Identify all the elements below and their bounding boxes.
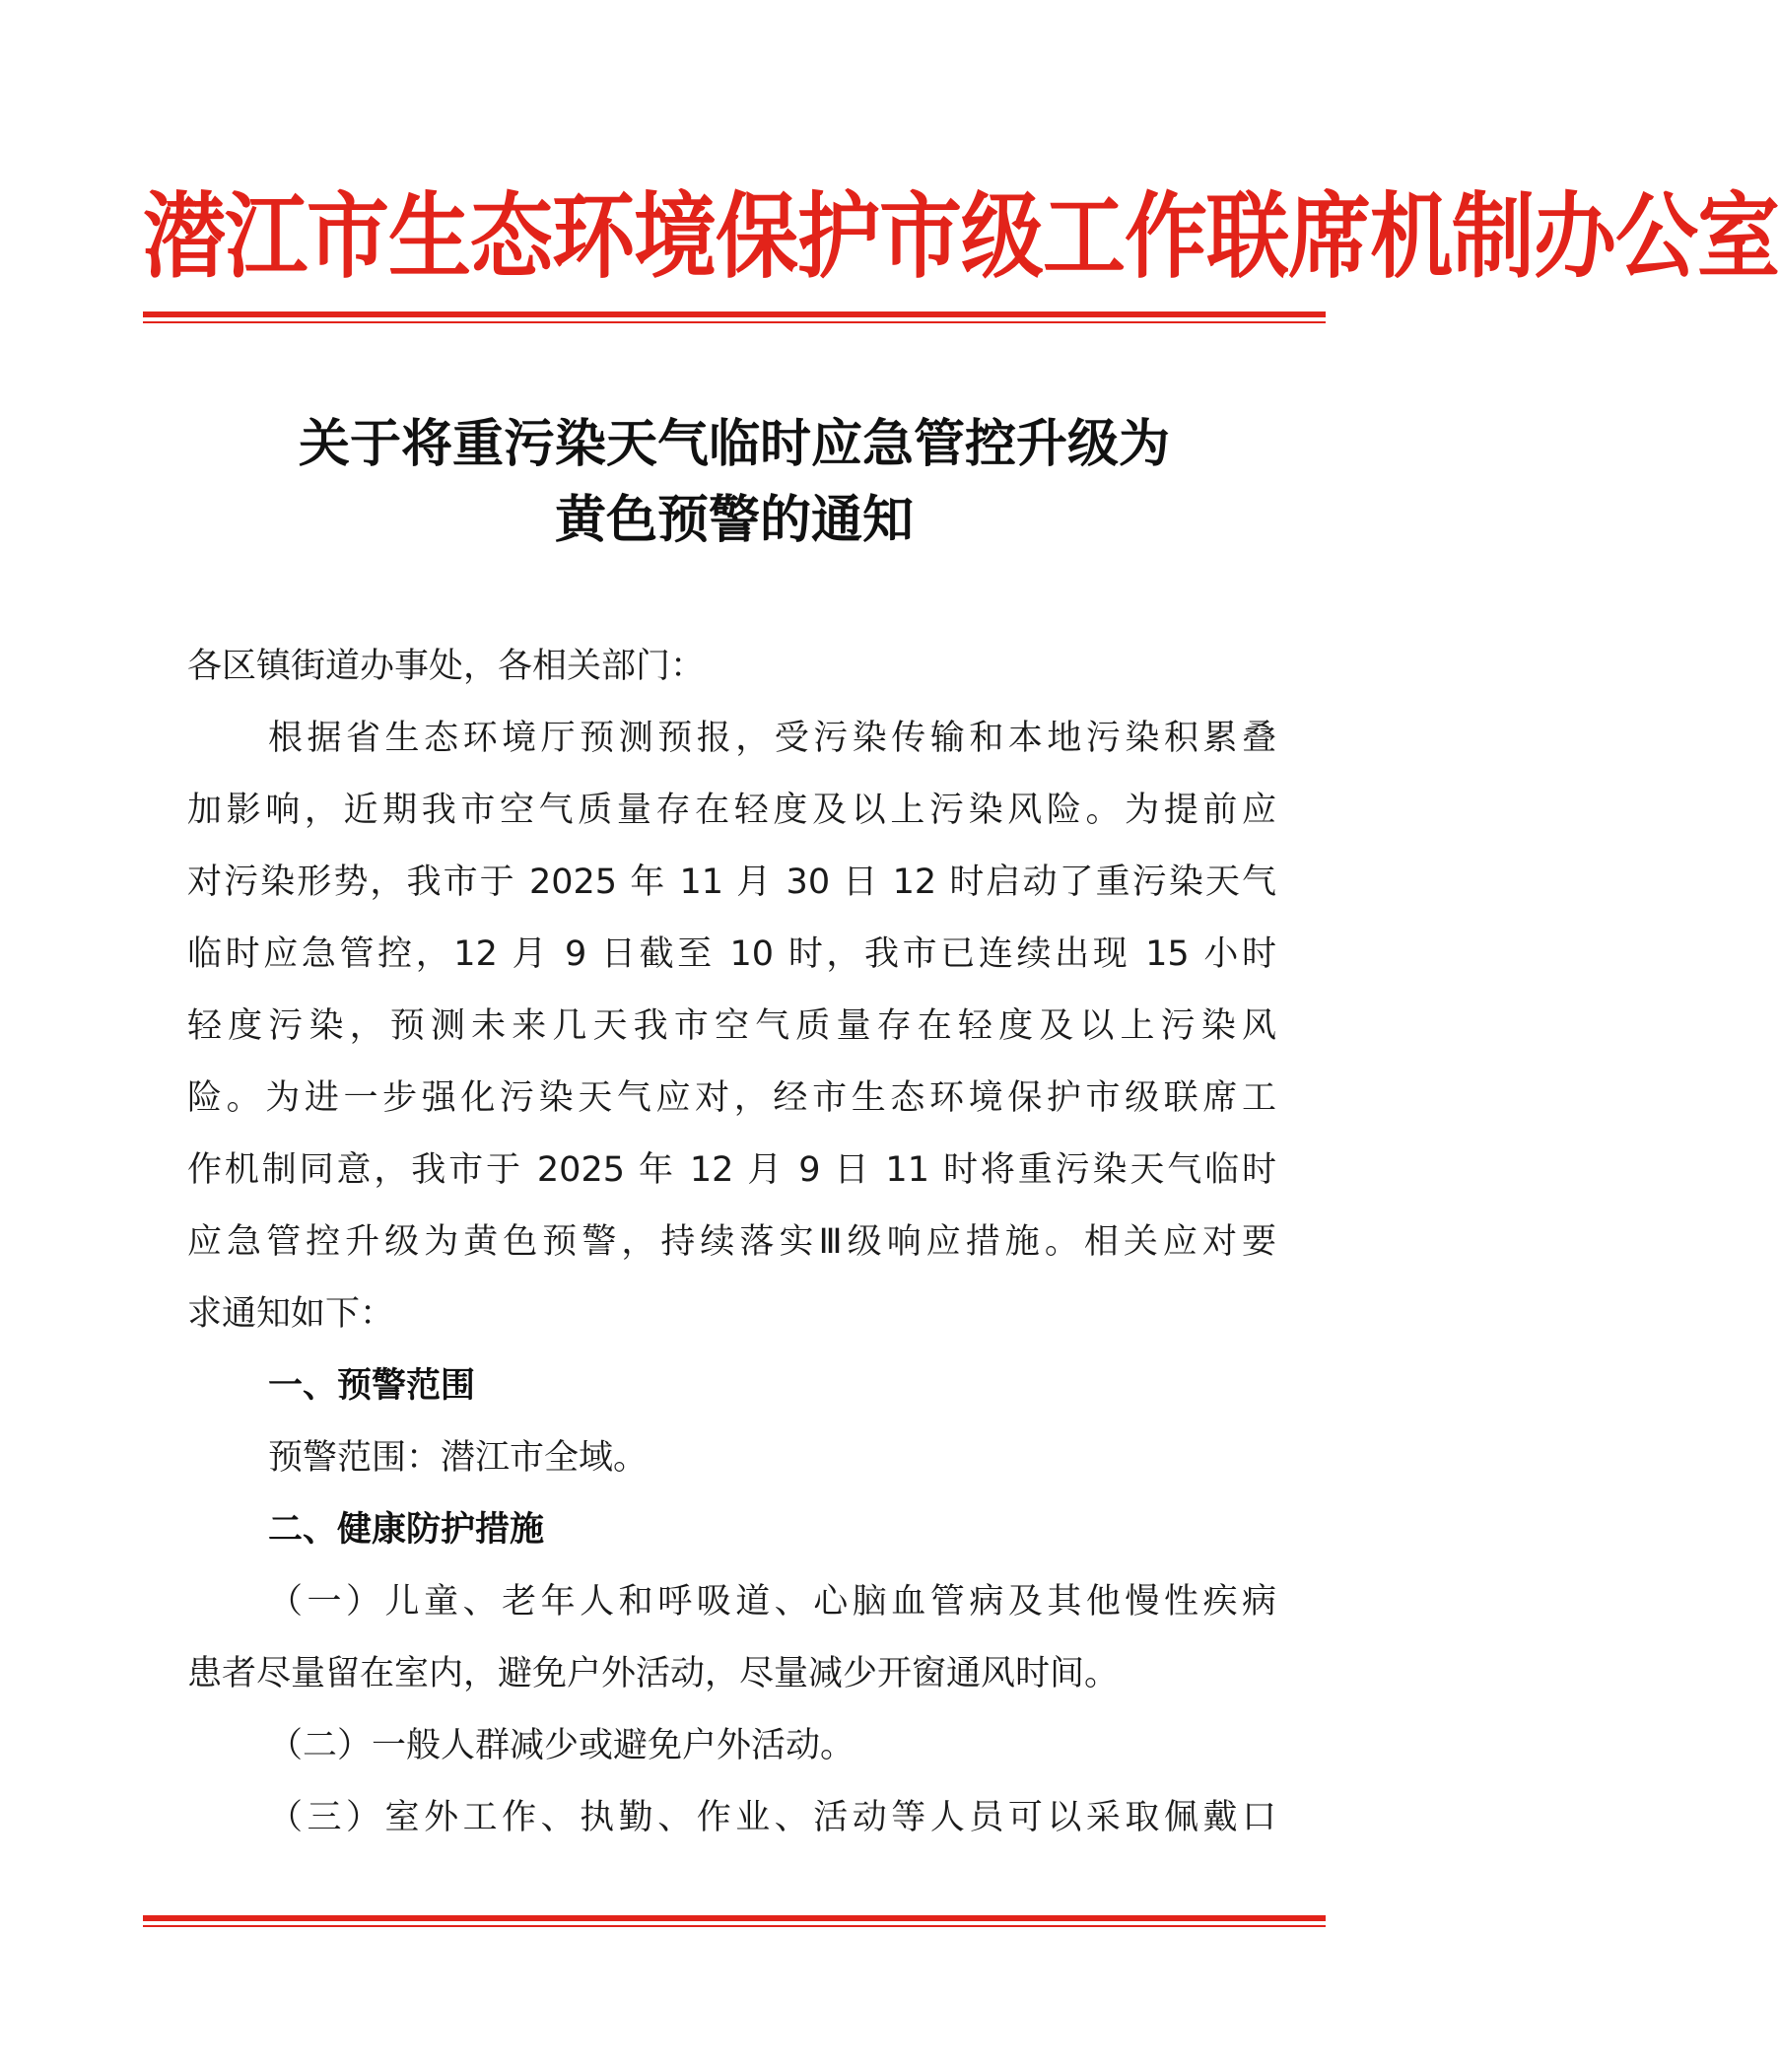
document-title-line-1: 关于将重污染天气临时应急管控升级为 xyxy=(298,414,1170,474)
body-line-6: 险。为进一步强化污染天气应对，经市生态环境保护市级联席工 xyxy=(187,1078,1276,1118)
body-line-8: 应急管控升级为黄色预警，持续落实Ⅲ级响应措施。相关应对要 xyxy=(187,1222,1276,1262)
document-body xyxy=(187,631,1276,1854)
body-line-7: 作机制同意，我市于 2025 年 12 月 9 日 11 时将重污染天气临时 xyxy=(187,1150,1276,1190)
section-2-line-3: （二）一般人群减少或避免户外活动。 xyxy=(268,1726,855,1765)
body-line-4: 临时应急管控，12 月 9 日截至 10 时，我市已连续出现 15 小时 xyxy=(187,934,1276,974)
header-red-rule xyxy=(143,311,1326,323)
body-line-9: 求通知如下： xyxy=(187,1294,395,1334)
body-line-2: 加影响，近期我市空气质量存在轻度及以上污染风险。为提前应 xyxy=(187,791,1276,830)
salutation: 各区镇街道办事处，各相关部门： xyxy=(187,647,706,686)
section-1-heading: 一、预警范围 xyxy=(268,1366,476,1406)
red-header-org-name: 潜江市生态环境保护市级工作联席机制办公室 xyxy=(143,181,1779,291)
header-rule-thin-line xyxy=(143,321,1326,323)
body-line-3: 对污染形势，我市于 2025 年 11 月 30 日 12 时启动了重污染天气 xyxy=(187,863,1276,902)
body-line-5: 轻度污染，预测未来几天我市空气质量存在轻度及以上污染风 xyxy=(187,1006,1276,1046)
footer-rule-thick-line xyxy=(143,1915,1326,1921)
body-line-1: 根据省生态环境厅预测预报，受污染传输和本地污染积累叠 xyxy=(268,719,1276,758)
header-rule-thick-line xyxy=(143,311,1326,317)
section-1-text: 预警范围：潜江市全域。 xyxy=(268,1438,649,1478)
footer-red-rule xyxy=(143,1915,1326,1927)
section-2-line-2: 患者尽量留在室内，避免户外活动，尽量减少开窗通风时间。 xyxy=(187,1654,1120,1693)
section-2-line-1: （一）儿童、老年人和呼吸道、心脑血管病及其他慢性疾病 xyxy=(268,1582,1276,1622)
document-title-line-2: 黄色预警的通知 xyxy=(554,490,914,550)
section-2-heading: 二、健康防护措施 xyxy=(268,1510,545,1550)
footer-rule-thin-line xyxy=(143,1925,1326,1927)
section-2-line-4: （三）室外工作、执勤、作业、活动等人员可以采取佩戴口 xyxy=(268,1798,1276,1837)
